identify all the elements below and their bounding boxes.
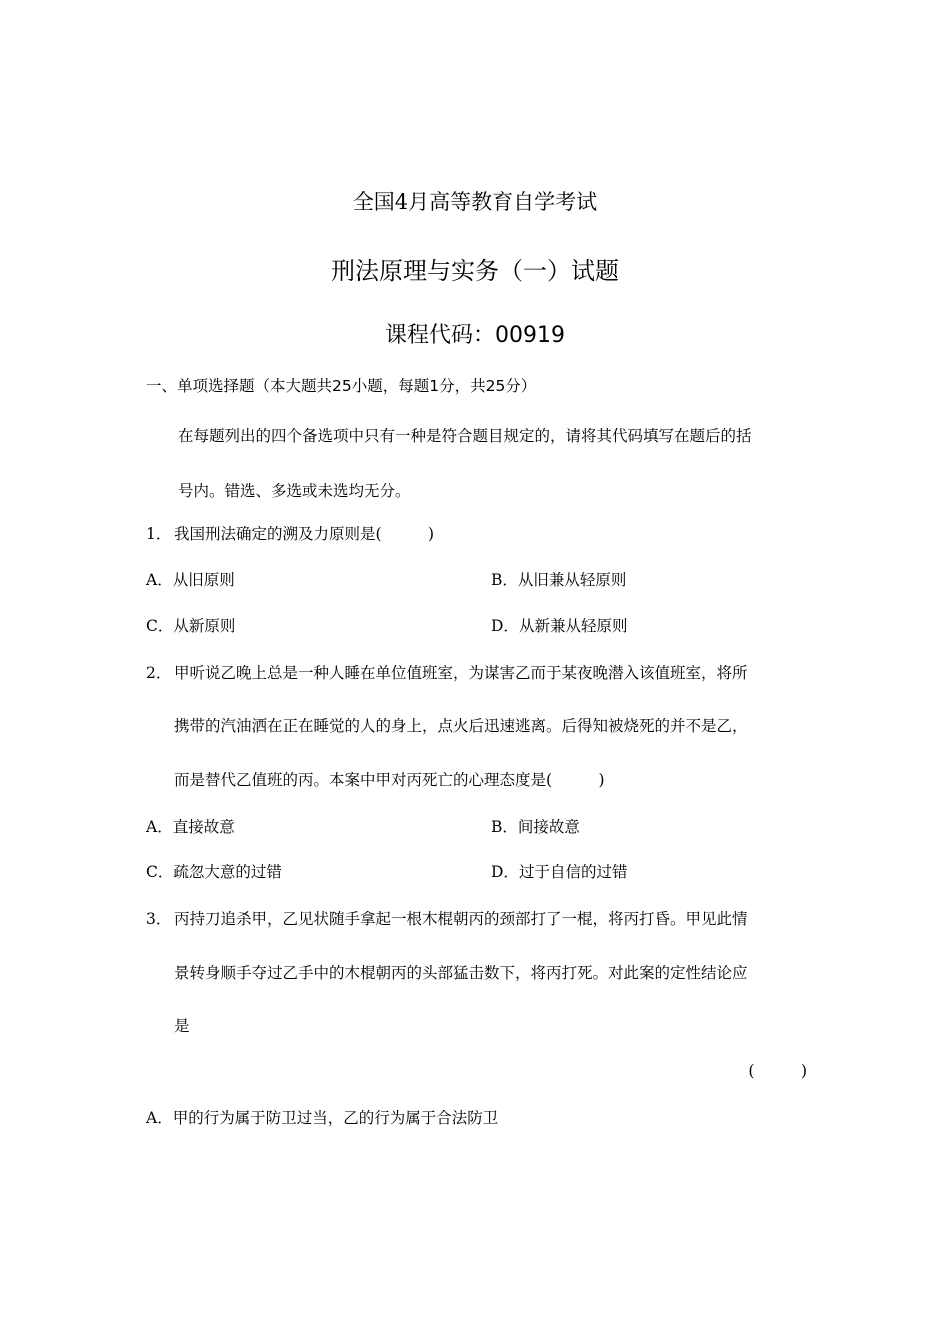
option-c <box>146 860 282 882</box>
option-d <box>491 614 627 636</box>
question-text: 是 <box>174 1017 190 1035</box>
option-b <box>491 568 626 590</box>
question-number: 2． <box>146 664 172 682</box>
option-text: 间接故意 <box>517 818 580 836</box>
option-text: 直接故意 <box>172 818 235 836</box>
option-d <box>491 860 627 882</box>
option-text: 从旧兼从轻原则 <box>517 571 627 589</box>
question-number: 1． <box>146 525 172 543</box>
option-text: 甲的行为属于防卫过当，乙的行为属于合法防卫 <box>172 1109 499 1127</box>
option-letter: A． <box>146 1109 173 1127</box>
option-letter: C． <box>146 863 174 881</box>
option-letter: D． <box>491 617 519 635</box>
exam-name: 全国4月高等教育自学考试 <box>352 190 598 214</box>
question-text: 景转身顺手夺过乙手中的木棍朝丙的头部猛击数下，将丙打死。对此案的定性结论应 <box>174 964 748 982</box>
option-letter: A． <box>146 818 173 836</box>
question-text: 丙持刀追杀甲，乙见状随手拿起一根木棍朝丙的颈部打了一棍，将丙打昏。甲见此情 <box>174 910 748 928</box>
option-text: 从新原则 <box>173 617 236 635</box>
course-code: 课程代码：00919 <box>385 323 565 348</box>
option-c <box>146 614 235 636</box>
question-text: 而是替代乙值班的丙。本案中甲对丙死亡的心理态度是( ) <box>174 771 605 789</box>
option-letter: B． <box>491 818 518 836</box>
option-text: 过于自信的过错 <box>518 863 628 881</box>
question-text: 我国刑法确定的溯及力原则是( ) <box>174 525 435 543</box>
option-text: 从旧原则 <box>172 571 235 589</box>
option-a <box>146 1106 498 1128</box>
option-letter: B． <box>491 571 518 589</box>
question-text: 甲听说乙晚上总是一种人睡在单位值班室，为谋害乙而于某夜晚潜入该值班室，将所 <box>174 664 748 682</box>
question-number: 3． <box>146 910 172 928</box>
option-letter: D． <box>491 863 519 881</box>
option-letter: C． <box>146 617 174 635</box>
section-instruction-line: 号内。错选、多选或未选均无分。 <box>178 482 411 500</box>
option-text: 从新兼从轻原则 <box>518 617 628 635</box>
option-b <box>491 815 580 837</box>
option-text: 疏忽大意的过错 <box>173 863 282 881</box>
answer-blank: ( ) <box>748 1062 807 1080</box>
section-heading: 一、单项选择题（本大题共25小题，每题1分，共25分） <box>146 377 537 395</box>
section-instruction-line: 在每题列出的四个备选项中只有一种是符合题目规定的，请将其代码填写在题后的括 <box>178 427 752 445</box>
subject-title: 刑法原理与实务（一）试题 <box>331 257 619 285</box>
option-a <box>146 815 235 837</box>
option-a <box>146 568 235 590</box>
option-letter: A． <box>146 571 173 589</box>
question-text: 携带的汽油洒在正在睡觉的人的身上，点火后迅速逃离。后得知被烧死的并不是乙， <box>174 717 748 735</box>
